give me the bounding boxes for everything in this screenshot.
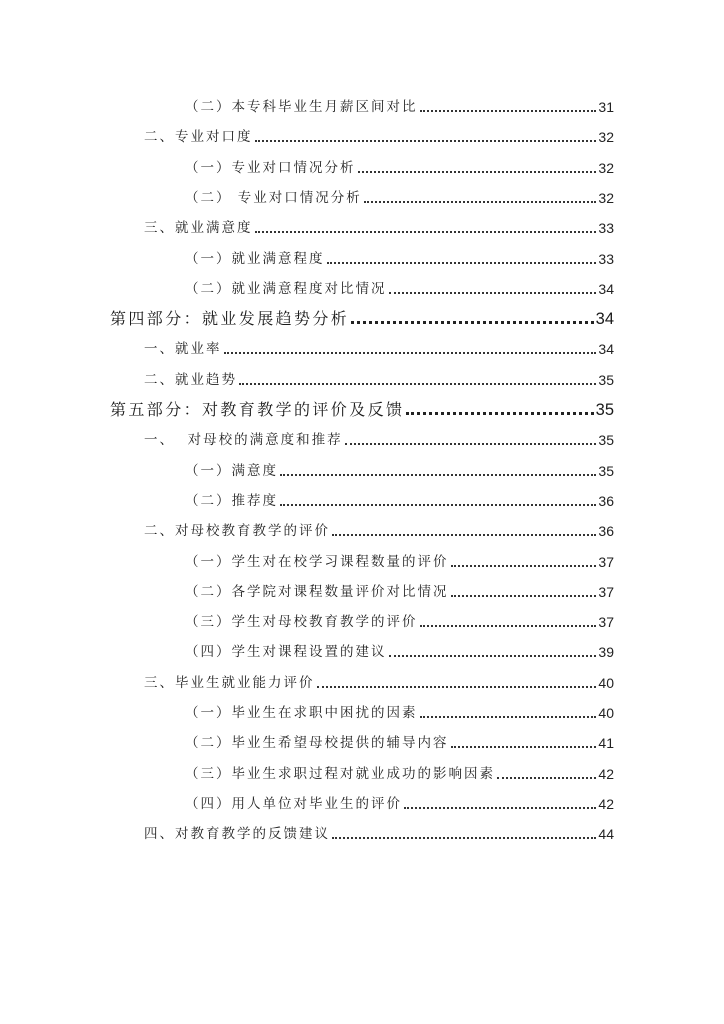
toc-dot-leader <box>255 231 597 233</box>
toc-page-number: 36 <box>598 523 614 540</box>
toc-subsection-entry[interactable] <box>185 635 614 661</box>
toc-dot-leader <box>497 777 596 779</box>
toc-part-entry[interactable] <box>110 393 614 419</box>
toc-entry-title: （二）毕业生希望母校提供的辅导内容 <box>185 735 449 752</box>
toc-dot-leader <box>364 201 597 203</box>
toc-entry-title: 一、就业率 <box>144 341 222 358</box>
toc-dot-leader <box>420 625 597 627</box>
toc-entry-title: （一）毕业生在求职中困扰的因素 <box>185 705 418 721</box>
toc-page-number: 37 <box>598 583 614 600</box>
toc-entry-title: 一、 对母校的满意度和推荐 <box>144 432 343 449</box>
toc-page-number: 42 <box>598 765 614 782</box>
toc-entry-title: （二） 专业对口情况分析 <box>185 189 362 206</box>
toc-page-number: 33 <box>598 220 614 237</box>
toc-dot-leader <box>332 837 596 839</box>
toc-page-number: 42 <box>598 795 614 812</box>
toc-subsection-entry[interactable] <box>185 454 614 480</box>
toc-subsection-entry[interactable] <box>185 787 614 813</box>
toc-subsection-entry[interactable] <box>185 242 614 268</box>
toc-section-entry[interactable] <box>144 363 614 389</box>
toc-entry-title: （一）学生对在校学习课程数量的评价 <box>185 553 449 570</box>
toc-dot-leader <box>358 171 597 173</box>
toc-dot-leader <box>345 443 597 445</box>
toc-subsection-entry[interactable] <box>185 575 614 601</box>
toc-page-number: 35 <box>595 401 614 419</box>
toc-dot-leader <box>317 686 597 688</box>
toc-page-number: 37 <box>598 553 614 570</box>
toc-subsection-entry[interactable] <box>185 272 614 298</box>
toc-dot-leader <box>280 474 596 476</box>
toc-entry-title: 四、对教育教学的反馈建议 <box>144 826 330 843</box>
toc-dot-leader <box>420 110 597 112</box>
toc-entry-title: （四）用人单位对毕业生的评价 <box>185 795 402 812</box>
toc-subsection-entry[interactable] <box>185 757 614 783</box>
toc-dot-leader <box>451 595 597 597</box>
toc-page-number: 41 <box>598 735 614 752</box>
toc-section-entry[interactable] <box>144 120 614 146</box>
toc-dot-leader <box>451 565 597 567</box>
toc-page-number: 33 <box>598 250 614 267</box>
toc-dot-leader <box>406 412 593 415</box>
toc-page-number: 34 <box>598 280 614 297</box>
toc-section-entry[interactable] <box>144 211 614 237</box>
toc-subsection-entry[interactable] <box>185 726 614 752</box>
toc-page-number: 35 <box>598 371 614 388</box>
toc-dot-leader <box>451 746 597 748</box>
toc-page-number: 39 <box>598 644 614 661</box>
toc-section-entry[interactable] <box>144 514 614 540</box>
toc-subsection-entry[interactable] <box>185 90 614 116</box>
toc-entry-title: 二、就业趋势 <box>144 371 237 388</box>
toc-section-entry[interactable] <box>144 666 614 692</box>
toc-page-number: 32 <box>598 129 614 146</box>
toc-subsection-entry[interactable] <box>185 545 614 571</box>
toc-dot-leader <box>389 655 597 657</box>
toc-entry-title: （一）满意度 <box>185 462 278 479</box>
toc-page-number: 40 <box>598 705 614 721</box>
toc-page-number: 40 <box>598 674 614 691</box>
toc-page-number: 36 <box>598 492 614 509</box>
toc-entry-title: （三）学生对母校教育教学的评价 <box>185 614 418 631</box>
toc-entry-title: 第四部分：就业发展趋势分析 <box>110 309 350 329</box>
toc-subsection-entry[interactable] <box>185 484 614 510</box>
toc-dot-leader <box>332 534 596 536</box>
toc-page-number: 32 <box>598 189 614 206</box>
toc-dot-leader <box>239 383 596 385</box>
toc-page-number: 34 <box>595 310 614 329</box>
toc-dot-leader <box>255 140 597 142</box>
toc-subsection-entry[interactable] <box>185 605 614 631</box>
toc-entry-title: 三、毕业生就业能力评价 <box>144 674 315 691</box>
toc-section-entry[interactable] <box>144 423 614 449</box>
toc-dot-leader <box>420 716 597 718</box>
toc-dot-leader <box>280 504 596 506</box>
toc-page-number: 35 <box>598 432 614 449</box>
toc-entry-title: 二、对母校教育教学的评价 <box>144 523 330 540</box>
toc-entry-title: （四）学生对课程设置的建议 <box>185 644 387 661</box>
toc-page-number: 31 <box>598 99 614 115</box>
toc-entry-title: 第五部分：对教育教学的评价及反馈 <box>110 400 405 419</box>
toc-part-entry[interactable] <box>110 302 614 328</box>
toc-page-number: 32 <box>598 159 614 176</box>
toc-dot-leader <box>351 321 593 324</box>
toc-entry-title: （一）专业对口情况分析 <box>185 159 356 176</box>
toc-dot-leader <box>389 292 597 294</box>
toc-dot-leader <box>404 807 596 809</box>
toc-dot-leader <box>224 352 597 354</box>
toc-dot-leader <box>327 262 597 264</box>
toc-page-number: 35 <box>598 462 614 479</box>
toc-page-number: 44 <box>598 826 614 843</box>
toc-entry-title: （二）就业满意程度对比情况 <box>185 280 387 297</box>
toc-page-number: 37 <box>598 614 614 631</box>
toc-section-entry[interactable] <box>144 332 614 358</box>
toc-entry-title: 三、就业满意度 <box>144 220 253 237</box>
toc-subsection-entry[interactable] <box>185 181 614 207</box>
toc-entry-title: （一）就业满意程度 <box>185 250 325 267</box>
toc-entry-title: （二）推荐度 <box>185 492 278 509</box>
toc-subsection-entry[interactable] <box>185 151 614 177</box>
toc-subsection-entry[interactable] <box>185 696 614 722</box>
toc-entry-title: 二、专业对口度 <box>144 129 253 146</box>
toc-entry-title: （二）各学院对课程数量评价对比情况 <box>185 583 449 600</box>
toc-entry-title: （三）毕业生求职过程对就业成功的影响因素 <box>185 765 495 782</box>
toc-section-entry[interactable] <box>144 817 614 843</box>
toc-page-number: 34 <box>598 341 614 358</box>
toc-entry-title: （二）本专科毕业生月薪区间对比 <box>185 99 418 115</box>
